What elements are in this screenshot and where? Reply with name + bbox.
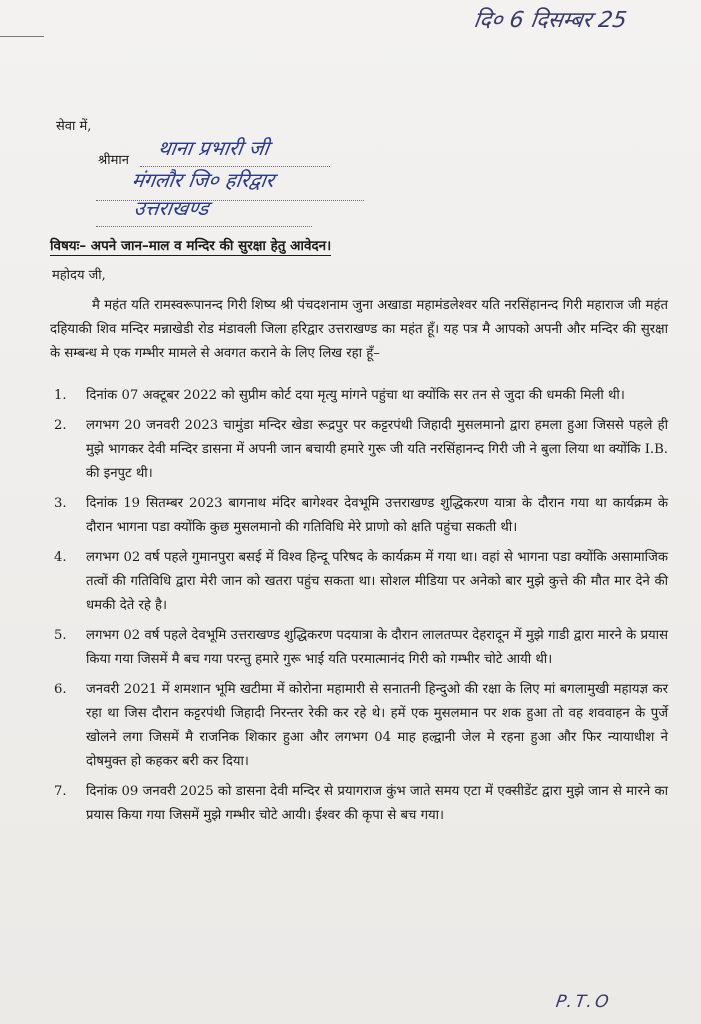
letter-subject: विषयः– अपने जान–माल व मन्दिर की सुरक्षा हेतु आवेदन। — [50, 238, 332, 254]
top-margin-rule — [0, 36, 44, 37]
list-item-text: दिनांक 19 सितम्बर 2023 बागनाथ मंदिर बागेश्वर देवभूमि उत्तराखण्ड शुद्धिकरण यात्रा के दौरान गया था कार्यक्रम के दौरान भागना पडा क्योंकि कुछ मुसलमानो की गतिविधि मेरे प्राणो को क्षति पहुंचा सकती थी। — [86, 496, 668, 535]
incident-list — [54, 384, 668, 834]
addressee-line-2: मंगलौर जि० हरिद्वार — [130, 168, 276, 192]
list-item-number: 5. — [54, 628, 67, 643]
list-item-text: लगभग 20 जनवरी 2023 चामुंडा मन्दिर खेडा रूद्रपुर पर कट्टरपंथी जिहादी मुसलमानो द्वारा हमला हुआ जिससे पहले ही मुझे भागकर देवी मन्दिर डासना में अपनी जान बचायी हमारे गुरू जी यति नरसिंहानन्द गिरी जी ने बुला लिया था क्योंकि I.B. की इनपुट थी। — [86, 418, 668, 481]
page-turn-note: P.T.O — [554, 992, 613, 1012]
list-item-text: लगभग 02 वर्ष पहले देवभूमि उत्तराखण्ड शुद्धिकरण पदयात्रा के दौरान लालतप्पर देहरादून में मुझे गाडी द्वारा मारने के प्रयास किया गया जिसमें मै बच गया परन्तु हमारे गुरू भाई यति परमात्मानंद गिरी को गम्भीर चोटे आयी थी। — [86, 628, 668, 667]
salutation: महोदय जी, — [52, 268, 106, 283]
list-item-number: 6. — [54, 682, 67, 697]
list-item-number: 2. — [54, 418, 67, 433]
list-item — [54, 678, 668, 774]
list-item-text: दिनांक 07 अक्टूबर 2022 को सुप्रीम कोर्ट दया मृत्यु मांगने पहुंचा था क्योंकि सर तन से जुदा की धमकी मिली थी। — [86, 388, 625, 403]
list-item — [54, 414, 668, 486]
recipient-honorific: श्रीमान — [98, 153, 129, 168]
list-item-text: जनवरी 2021 में शमशान भूमि खटीमा में कोरोना महामारी से सनातनी हिन्दुओ की रक्षा के लिए मां बगलामुखी महायज्ञ कर रहा था जिस दौरान कट्टरपंथी जिहादी निरन्तर रेकी कर रहे थे। हमें एक मुसलमान पर शक हुआ तो वह शववाहन के पुर्जे खोलने लगा जिसमें मै राजनिक शिकार हुआ और लगभग 04 माह हल्द्वानी जेल मे रहना हुआ और फिर न्यायाधीश ने दोषमुक्त हो कहकर बरी कर दिया। — [86, 682, 668, 769]
list-item — [54, 384, 668, 408]
list-item — [54, 492, 668, 540]
list-item-number: 3. — [54, 496, 67, 511]
list-item-number: 7. — [54, 784, 67, 799]
intro-paragraph: मै महंत यति रामस्वरूपानन्द गिरी शिष्य श्री पंचदशनाम जुना अखाडा महामंडलेश्वर यति नरसिंहानन्द गिरी महाराज जी महंत दहियाकी शिव मन्दिर मन्नाखेडी रोड मंडावली जिला हरिद्वार उत्तराखण्ड का महंत हूँ। यह पत्र मै आपको अपनी और मन्दिर की सुरक्षा के सम्बन्ध मे एक गम्भीर मामले से अवगत कराने के लिए लिख रहा हूँ– — [50, 298, 668, 361]
list-item — [54, 546, 668, 618]
list-item — [54, 624, 668, 672]
addressee-line-3: उत्तराखण्ड — [132, 196, 211, 220]
handwritten-date: दि० 6 दिसम्बर 25 — [472, 8, 629, 33]
list-item-number: 4. — [54, 550, 67, 565]
list-item — [54, 780, 668, 828]
list-item-number: 1. — [54, 388, 67, 403]
list-item-text: दिनांक 09 जनवरी 2025 को डासना देवी मन्दिर से प्रयागराज कुंभ जाते समय एटा में एक्सीडेंट द्वारा मुझे जान से मारने का प्रयास किया गया जिसमें मुझे गम्भीर चोटे आयी। ईश्वर की कृपा से बच गया। — [86, 784, 668, 823]
recipient-intro: सेवा में, — [56, 119, 92, 134]
list-item-text: लगभग 02 वर्ष पहले गुमानपुरा बसई में विश्व हिन्दू परिषद के कार्यक्रम में गया था। वहां से भागना पडा क्योंकि असामाजिक तत्वों की गतिविधि द्वारा मेरी जान को खतरा पहुंच सकता था। सोशल मीडिया पर अनेको बार मुझे कुत्ते की मौत मार देने की धमकी देते रहे है। — [86, 550, 668, 613]
addressee-line-1: थाना प्रभारी जी — [156, 136, 271, 160]
